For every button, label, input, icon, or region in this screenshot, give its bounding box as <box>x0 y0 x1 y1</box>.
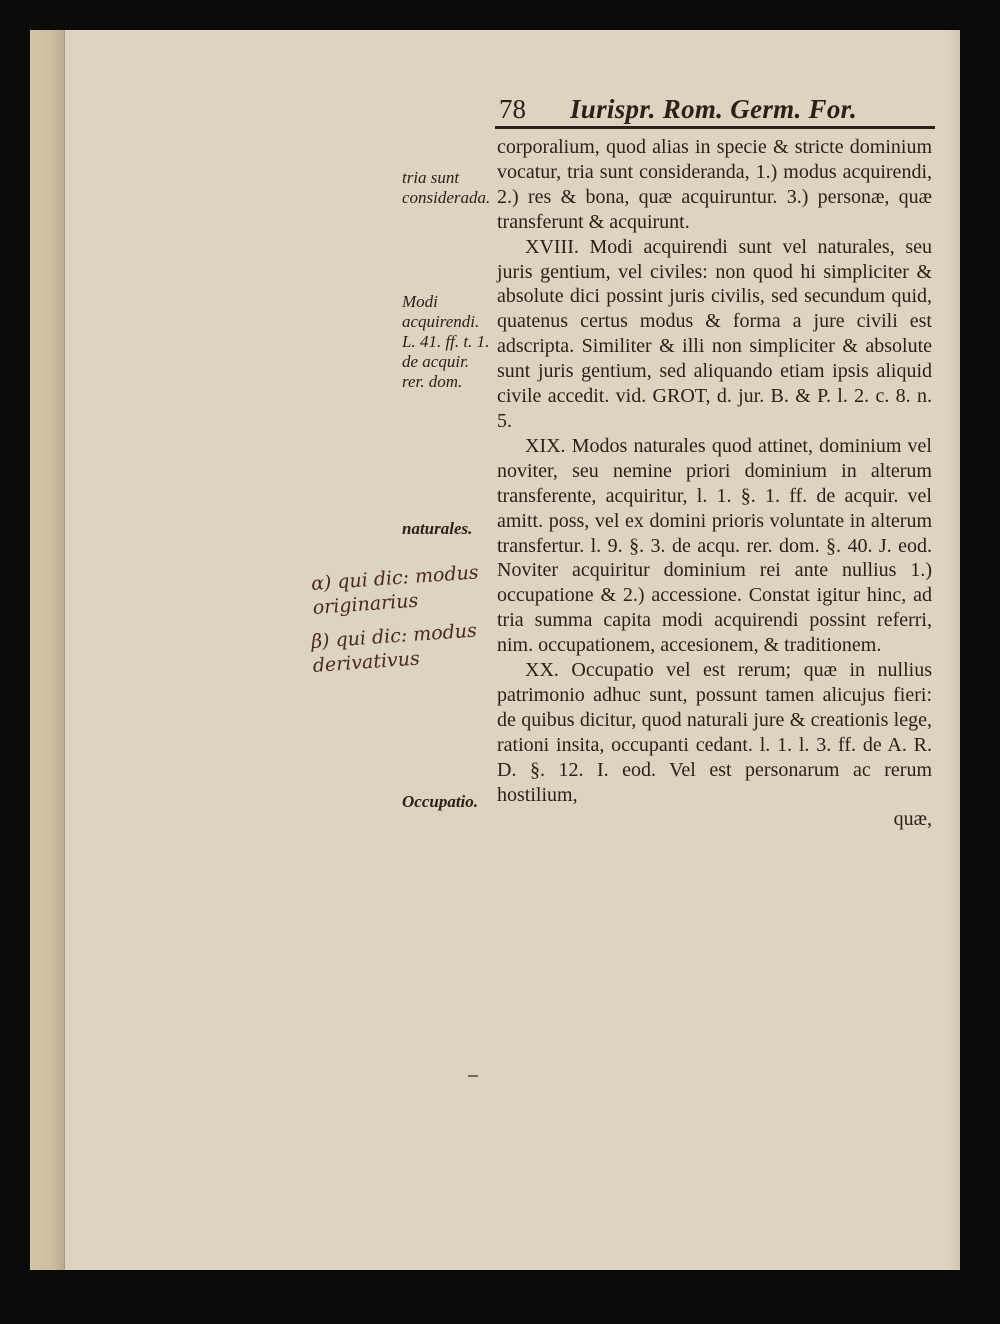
catchword: quæ, <box>893 808 932 831</box>
page-edge <box>948 30 960 1270</box>
paragraph-xviii: XVIII. Modi acquirendi sunt vel naturales, seu juris gentium, vel civiles: non quod hi simpliciter & absolute dici possint juris civilis, sed secundum quid, quatenus certus modus & forma a jure civili est adscripta. Similiter & illi non simpliciter & absolute sunt juris gentium, sed aliquando etiam ipsis aliquid civile accedit. vid. GROT, d. jur. B. & P. l. 2. c. 8. n. 5. <box>497 235 932 432</box>
page-header <box>495 92 935 129</box>
paragraph: corporalium, quod alias in specie & stricte dominium vocatur, tria sunt consideranda, 1.) modus acquirendi, 2.) res & bona, quæ acquiruntur. 3.) personæ, quæ transferunt & acquirunt. <box>497 136 932 233</box>
margin-note-occupatio: Occupatio. <box>402 792 479 811</box>
margin-note-modi: Modi acquirendi. L. 41. ff. t. 1. de acquir. rer. dom. <box>402 292 490 391</box>
margin-note-naturales: naturales. <box>402 519 473 538</box>
main-text <box>497 135 932 832</box>
running-title: Iurispr. Rom. Germ. For. <box>570 94 858 124</box>
page-number: 78 <box>499 94 526 124</box>
paragraph-xx: XX. Occupatio vel est rerum; quæ in nullius patrimonio adhuc sunt, possunt tamen alicujus fieri: de quibus dicitur, quod naturali jure & creationis lege, rationi insita, occupanti cedant. l. 1. l. 3. ff. de A. R. D. §. 12. I. eod. Vel est personarum ac rerum hostilium, <box>497 659 932 806</box>
book-spine <box>30 30 65 1270</box>
handwritten-note-derivativus: β) qui dic: modus derivativus <box>310 619 478 677</box>
ink-mark <box>468 1075 478 1077</box>
margin-note-tria: tria sunt considerada. <box>402 168 491 207</box>
paragraph-xix: XIX. Modos naturales quod attinet, dominium vel noviter, seu nemine priori dominium in alterum transferente, acquiritur, l. 1. §. 1. ff. de acquir. vel amitt. poss, vel ex domini prioris voluntate in alterum transfertur. l. 9. §. 3. de acqu. rer. dom. §. 40. J. eod. Noviter acquiritur dominium rei ante nullius 1.) occupatione & 2.) accessione. Constat igitur hinc, ad tria summa capita modi acquirendi possint referri, nim. occupationem, accesionem, & traditionem. <box>497 434 932 657</box>
handwritten-note-originarius: α) qui dic: modus originarius <box>310 561 480 619</box>
